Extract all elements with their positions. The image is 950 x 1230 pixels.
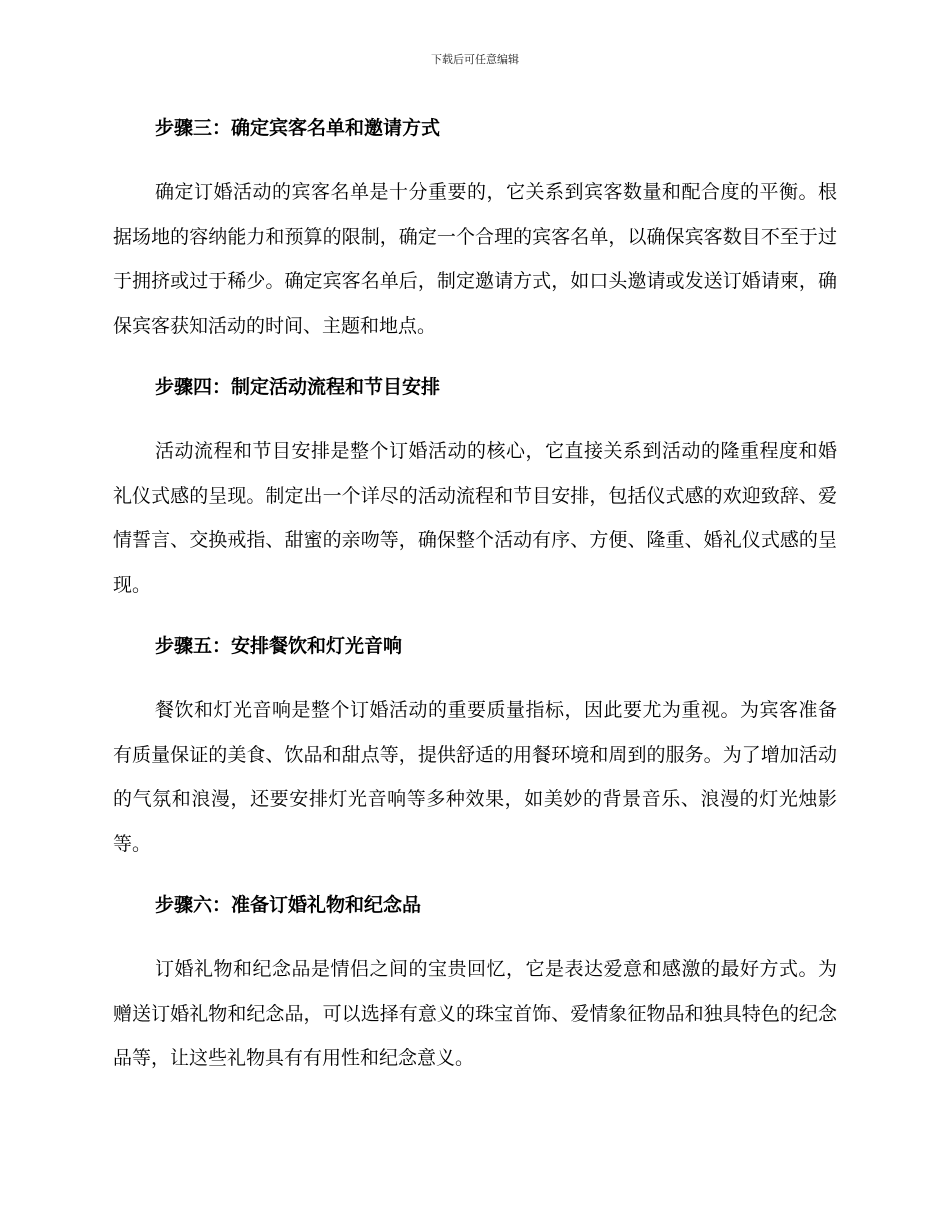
header-note: 下载后可任意编辑 — [431, 53, 519, 66]
document-body — [113, 112, 837, 1104]
section-step-5 — [113, 630, 837, 866]
section-step-3 — [113, 112, 837, 348]
section-step-6 — [113, 889, 837, 1081]
step-3-heading: 步骤三：确定宾客名单和邀请方式 — [155, 117, 441, 139]
step-5-heading: 步骤五：安排餐饮和灯光音响 — [155, 635, 403, 657]
step-6-paragraph: 订婚礼物和纪念品是情侣之间的宝贵回忆，它是表达爱意和感激的最好方式。为赠送订婚礼物和纪念品，可以选择有意义的珠宝首饰、爱情象征物品和独具特色的纪念品等，让这些礼物具有有用性和纪念意义。 — [113, 958, 837, 1069]
step-5-paragraph: 餐饮和灯光音响是整个订婚活动的重要质量指标，因此要尤为重视。为宾客准备有质量保证的美食、饮品和甜点等，提供舒适的用餐环境和周到的服务。为了增加活动的气氛和浪漫，还要安排灯光音响等多种效果，如美妙的背景音乐、浪漫的灯光烛影等。 — [113, 699, 837, 855]
step-4-heading: 步骤四：制定活动流程和节目安排 — [155, 376, 441, 398]
step-4-paragraph: 活动流程和节目安排是整个订婚活动的核心，它直接关系到活动的隆重程度和婚礼仪式感的呈现。制定出一个详尽的活动流程和节目安排，包括仪式感的欢迎致辞、爱情誓言、交换戒指、甜蜜的亲吻等，确保整个活动有序、方便、隆重、婚礼仪式感的呈现。 — [113, 440, 837, 596]
step-6-heading: 步骤六：准备订婚礼物和纪念品 — [155, 894, 422, 916]
step-3-paragraph: 确定订婚活动的宾客名单是十分重要的，它关系到宾客数量和配合度的平衡。根据场地的容纳能力和预算的限制，确定一个合理的宾客名单，以确保宾客数目不至于过于拥挤或过于稀少。确定宾客名单后，制定邀请方式，如口头邀请或发送订婚请柬，确保宾客获知活动的时间、主题和地点。 — [113, 181, 837, 337]
section-step-4 — [113, 371, 837, 607]
